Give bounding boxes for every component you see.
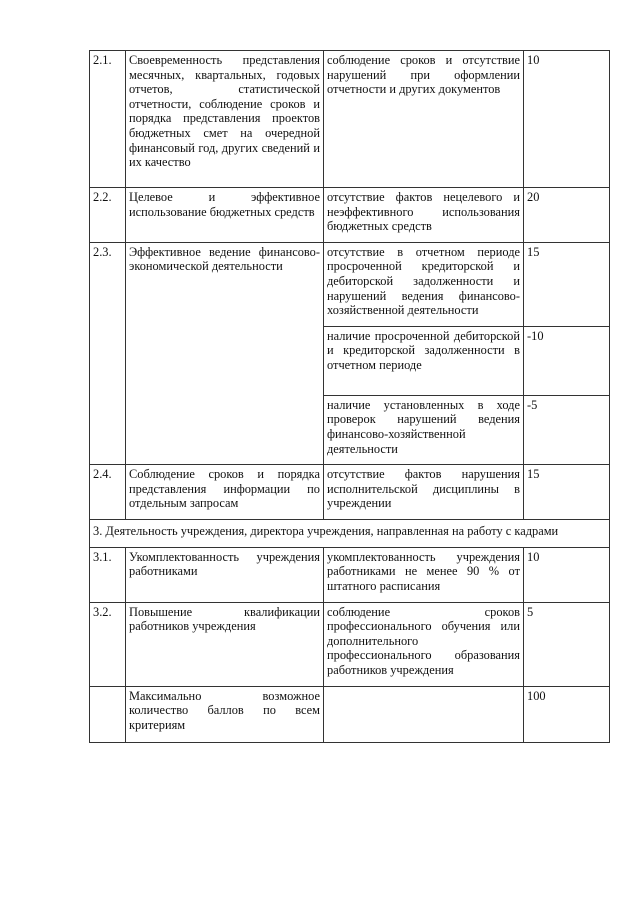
row-number xyxy=(90,686,126,742)
criterion-score: 10 xyxy=(524,547,610,602)
table-row xyxy=(90,242,610,326)
row-number: 2.1. xyxy=(90,51,126,188)
criterion-condition: укомплектованность учреждения работниками не менее 90 % от штатного расписания xyxy=(324,547,524,602)
criterion-name: Соблюдение сроков и порядка представления информации по отдельным запросам xyxy=(126,465,324,520)
row-number: 3.2. xyxy=(90,602,126,686)
criterion-score: -5 xyxy=(524,395,610,464)
criterion-score: 5 xyxy=(524,602,610,686)
row-number: 2.4. xyxy=(90,465,126,520)
criterion-score: 10 xyxy=(524,51,610,188)
criterion-condition: отсутствие в отчетном периоде просроченной кредиторской и дебиторской задолженности и нарушений ведения финансово-хозяйственной деятельности xyxy=(324,242,524,326)
section-heading: 3. Деятельность учреждения, директора учреждения, направленная на работу с кадрами xyxy=(90,520,610,548)
total-row xyxy=(90,686,610,742)
criteria-table xyxy=(89,50,610,743)
criterion-name: Повышение квалификации работников учреждения xyxy=(126,602,324,686)
total-condition xyxy=(324,686,524,742)
section-row xyxy=(90,520,610,548)
table-row xyxy=(90,465,610,520)
criterion-condition: наличие просроченной дебиторской и кредиторской задолженности в отчетном периоде xyxy=(324,326,524,395)
table-row xyxy=(90,51,610,188)
criterion-score: 15 xyxy=(524,465,610,520)
criterion-score: 20 xyxy=(524,188,610,243)
criterion-name: Своевременность представления месячных, квартальных, годовых отчетов, статистической отчетности, соблюдение сроков и порядка представления проектов бюджетных смет на очередной финансовый год, других сведений и их качество xyxy=(126,51,324,188)
total-label: Максимально возможное количество баллов по всем критериям xyxy=(126,686,324,742)
criterion-condition: соблюдение сроков профессионального обучения или дополнительного профессионального образования работников учреждения xyxy=(324,602,524,686)
table-row xyxy=(90,602,610,686)
criterion-condition: соблюдение сроков и отсутствие нарушений при оформлении отчетности и других документов xyxy=(324,51,524,188)
row-number: 2.3. xyxy=(90,242,126,464)
criterion-name: Эффективное ведение финансово-экономической деятельности xyxy=(126,242,324,464)
criterion-condition: отсутствие фактов нарушения исполнительской дисциплины в учреждении xyxy=(324,465,524,520)
total-score: 100 xyxy=(524,686,610,742)
criterion-condition: наличие установленных в ходе проверок нарушений ведения финансово-хозяйственной деятельности xyxy=(324,395,524,464)
table-row xyxy=(90,188,610,243)
criterion-score: -10 xyxy=(524,326,610,395)
criterion-score: 15 xyxy=(524,242,610,326)
row-number: 3.1. xyxy=(90,547,126,602)
criterion-name: Укомплектованность учреждения работниками xyxy=(126,547,324,602)
row-number: 2.2. xyxy=(90,188,126,243)
criterion-name: Целевое и эффективное использование бюджетных средств xyxy=(126,188,324,243)
table-row xyxy=(90,547,610,602)
criterion-condition: отсутствие фактов нецелевого и неэффективного использования бюджетных средств xyxy=(324,188,524,243)
